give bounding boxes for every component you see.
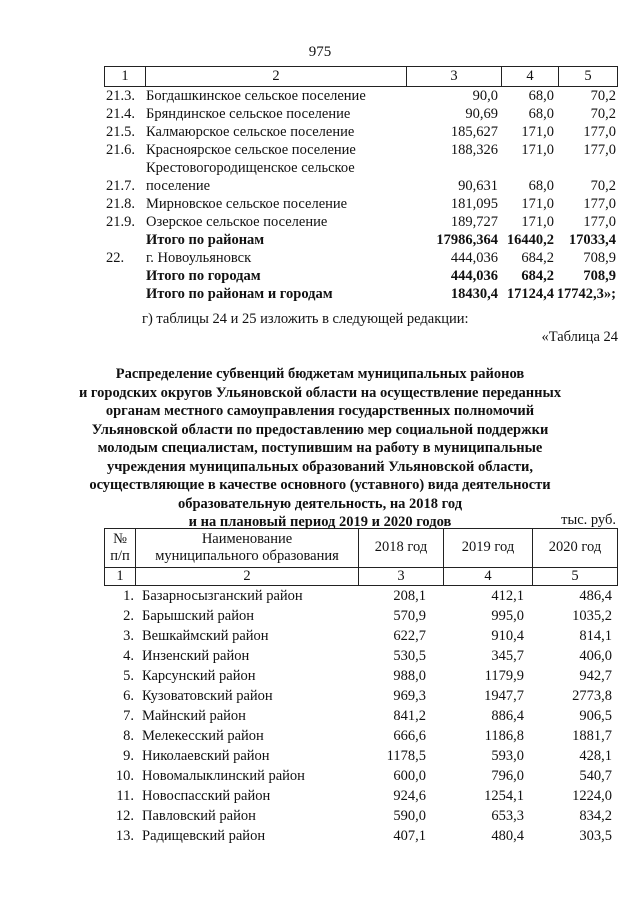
- row-value-2020: 708,9: [583, 268, 616, 284]
- title-line: органам местного самоуправления государственных полномочий: [105, 403, 535, 419]
- row-number: 3.: [123, 628, 134, 644]
- table-row: [104, 706, 618, 726]
- table1-body: [104, 87, 618, 303]
- row-value-2018: 590,0: [393, 808, 426, 824]
- title-line: и на плановый период 2019 и 2020 годов: [188, 514, 452, 530]
- table1-col-4: 4: [526, 68, 534, 84]
- row-value-2019: 1179,9: [484, 668, 524, 684]
- table2-col-5: 5: [571, 568, 579, 584]
- row-number: 1.: [123, 588, 134, 604]
- row-name: Итого по районам и городам: [146, 286, 333, 302]
- row-value-2019: 171,0: [521, 214, 554, 230]
- table-row: [104, 686, 618, 706]
- row-name: Мирновское сельское поселение: [146, 196, 348, 212]
- table-row: [104, 267, 618, 285]
- row-value-2018: 181,095: [450, 196, 498, 212]
- table-row: [104, 766, 618, 786]
- row-value-2018: 988,0: [393, 668, 426, 684]
- row-number: 21.7.: [106, 178, 135, 194]
- row-value-2020: 1035,2: [572, 608, 612, 624]
- row-value-2020: 177,0: [583, 142, 616, 158]
- table-row: [104, 826, 618, 846]
- row-name: Базарносызганский район: [142, 588, 303, 604]
- row-value-2019: 17124,4: [506, 286, 554, 302]
- row-value-2018: 444,036: [450, 250, 498, 266]
- row-value-2018: 90,69: [465, 106, 498, 122]
- row-value-2020: 942,7: [579, 668, 612, 684]
- table-row: [104, 141, 618, 159]
- title-line: Распределение субвенций бюджетам муниципальных районов: [115, 366, 525, 382]
- row-value-2018: 18430,4: [450, 286, 498, 302]
- row-value-2020: 70,2: [590, 106, 616, 122]
- row-value-2020: 70,2: [590, 178, 616, 194]
- header-name-line1: Наименование: [201, 531, 293, 547]
- table1-col-5: 5: [584, 68, 592, 84]
- row-value-2019: 1254,1: [484, 788, 524, 804]
- row-number: 8.: [123, 728, 134, 744]
- row-value-2019: 68,0: [528, 88, 554, 104]
- row-value-2018: 666,6: [393, 728, 426, 744]
- row-name: Калмаюрское сельское поселение: [146, 124, 355, 140]
- row-name: Радищевский район: [142, 828, 266, 844]
- row-value-2020: 70,2: [590, 88, 616, 104]
- row-number: 13.: [115, 828, 134, 844]
- row-name: Новомалыклинский район: [142, 768, 305, 784]
- row-name: Кузоватовский район: [142, 688, 273, 704]
- row-value-2020: 177,0: [583, 124, 616, 140]
- row-value-2018: 600,0: [393, 768, 426, 784]
- header-name-line2: муниципального образования: [155, 548, 339, 564]
- row-number: 22.: [106, 250, 125, 266]
- row-value-2018: 208,1: [393, 588, 426, 604]
- row-value-2019: 68,0: [528, 106, 554, 122]
- row-value-2019: 16440,2: [506, 232, 554, 248]
- row-value-2020: 1224,0: [572, 788, 612, 804]
- row-value-2019: 480,4: [491, 828, 524, 844]
- row-value-2019: 684,2: [521, 250, 554, 266]
- row-name: Карсунский район: [142, 668, 256, 684]
- row-value-2018: 90,0: [472, 88, 498, 104]
- header-number-line2: п/п: [110, 548, 130, 564]
- subvention-table: [104, 528, 618, 846]
- title-line: и городских округов Ульяновской области на осуществление переданных: [78, 384, 562, 401]
- row-number: 5.: [123, 668, 134, 684]
- table-row: [104, 159, 618, 195]
- row-value-2019: 684,2: [521, 268, 554, 284]
- row-value-2020: 303,5: [579, 828, 612, 844]
- row-value-2018: 90,631: [458, 178, 498, 194]
- row-value-2018: 185,627: [450, 124, 498, 140]
- table-row: [104, 806, 618, 826]
- row-name: Озерское сельское поселение: [146, 214, 328, 230]
- row-value-2020: 486,4: [579, 588, 612, 604]
- row-value-2020: 177,0: [583, 196, 616, 212]
- row-value-2019: 1947,7: [484, 688, 524, 704]
- allocation-table-continued: [104, 66, 618, 303]
- row-value-2018: 622,7: [393, 628, 426, 644]
- row-value-2019: 1186,8: [484, 728, 524, 744]
- row-value-2018: 189,727: [450, 214, 498, 230]
- row-number: 21.9.: [106, 214, 135, 230]
- title-line: молодым специалистам, поступившим на работу в муниципальные: [97, 440, 543, 456]
- amendment-instruction: г) таблицы 24 и 25 изложить в следующей редакции:: [142, 311, 469, 327]
- header-name: [136, 531, 358, 565]
- row-name: Красноярское сельское поселение: [146, 142, 356, 158]
- row-value-2018: 407,1: [393, 828, 426, 844]
- row-name: Павловский район: [142, 808, 256, 824]
- row-number: 21.3.: [106, 88, 135, 104]
- table-row: [104, 105, 618, 123]
- section-title: [60, 365, 580, 532]
- row-name: Инзенский район: [142, 648, 250, 664]
- table-row: [104, 231, 618, 249]
- table1-col-3: 3: [450, 68, 458, 84]
- table-row: [104, 646, 618, 666]
- row-name: Итого по районам: [146, 232, 265, 248]
- table-row: [104, 249, 618, 267]
- row-name: Богдашкинское сельское поселение: [146, 88, 366, 104]
- title-line: учреждения муниципальных образований Ульяновской области,: [106, 458, 534, 475]
- header-2020: 2020 год: [548, 539, 602, 555]
- header-number-line1: №: [113, 531, 127, 547]
- table-row: [104, 195, 618, 213]
- row-value-2018: 1178,5: [386, 748, 426, 764]
- row-number: 21.5.: [106, 124, 135, 140]
- page-number: 975: [308, 44, 332, 60]
- row-value-2018: 17986,364: [436, 232, 498, 248]
- row-name: Мелекесский район: [142, 728, 264, 744]
- row-number: 21.8.: [106, 196, 135, 212]
- table2-col-2: 2: [243, 568, 251, 584]
- row-value-2020: 906,5: [579, 708, 612, 724]
- table-row: [104, 726, 618, 746]
- row-number: 2.: [123, 608, 134, 624]
- row-value-2020: 1881,7: [572, 728, 612, 744]
- table2-col-3: 3: [397, 568, 405, 584]
- table2-header: [104, 528, 618, 567]
- row-value-2020: 428,1: [579, 748, 612, 764]
- row-name: г. Новоульяновск: [146, 250, 252, 266]
- table2-body: [104, 586, 618, 846]
- row-value-2019: 886,4: [491, 708, 524, 724]
- table-row: [104, 626, 618, 646]
- row-number: 9.: [123, 748, 134, 764]
- row-name: Новоспасский район: [142, 788, 271, 804]
- row-value-2020: 834,2: [579, 808, 612, 824]
- row-value-2018: 841,2: [393, 708, 426, 724]
- table2-col-4: 4: [484, 568, 492, 584]
- row-value-2018: 444,036: [450, 268, 498, 284]
- row-name: Барышский район: [142, 608, 254, 624]
- table2-col-1: 1: [116, 568, 124, 584]
- row-value-2018: 530,5: [393, 648, 426, 664]
- row-number: 10.: [115, 768, 134, 784]
- table-row: [104, 786, 618, 806]
- row-value-2019: 910,4: [491, 628, 524, 644]
- table-row: [104, 213, 618, 231]
- row-value-2020: 2773,8: [572, 688, 612, 704]
- header-2018: 2018 год: [374, 539, 428, 555]
- title-line: образовательную деятельность, на 2018 год: [177, 495, 463, 512]
- row-value-2019: 995,0: [491, 608, 524, 624]
- header-2019: 2019 год: [461, 539, 515, 555]
- row-value-2020: 17742,3»;: [556, 286, 616, 302]
- row-value-2020: 406,0: [579, 648, 612, 664]
- row-value-2018: 188,326: [450, 142, 498, 158]
- row-number: 6.: [123, 688, 134, 704]
- row-value-2019: 68,0: [528, 178, 554, 194]
- row-value-2020: 540,7: [579, 768, 612, 784]
- row-value-2020: 708,9: [583, 250, 616, 266]
- row-name: Бряндинское сельское поселение: [146, 106, 351, 122]
- title-line: осуществляющие в качестве основного (уставного) вида деятельности: [89, 477, 551, 493]
- row-value-2020: 814,1: [579, 628, 612, 644]
- table2-column-numbers: [104, 567, 618, 586]
- table-label: «Таблица 24: [541, 329, 618, 345]
- row-name: Николаевский район: [142, 748, 270, 764]
- row-value-2019: 171,0: [521, 196, 554, 212]
- row-value-2019: 412,1: [491, 588, 524, 604]
- row-name: Вешкаймский район: [142, 628, 269, 644]
- row-value-2019: 171,0: [521, 124, 554, 140]
- row-value-2018: 570,9: [393, 608, 426, 624]
- row-name: Майнский район: [142, 708, 246, 724]
- row-number: 12.: [115, 808, 134, 824]
- row-number: 11.: [116, 788, 134, 804]
- table1-col-1: 1: [121, 68, 129, 84]
- table-row: [104, 606, 618, 626]
- units-label: тыс. руб.: [561, 512, 616, 528]
- row-value-2018: 924,6: [393, 788, 426, 804]
- row-value-2019: 171,0: [521, 142, 554, 158]
- row-value-2019: 593,0: [491, 748, 524, 764]
- row-value-2018: 969,3: [393, 688, 426, 704]
- row-value-2020: 17033,4: [568, 232, 616, 248]
- table-row: [104, 285, 618, 303]
- row-name: Крестовогородищенское сельское поселение: [146, 160, 355, 194]
- row-number: 21.4.: [106, 106, 135, 122]
- table-row: [104, 586, 618, 606]
- table-row: [104, 746, 618, 766]
- row-value-2019: 345,7: [491, 648, 524, 664]
- table-row: [104, 123, 618, 141]
- table1-column-numbers: [104, 66, 618, 87]
- row-value-2019: 653,3: [491, 808, 524, 824]
- row-name: Итого по городам: [146, 268, 261, 284]
- row-number: 4.: [123, 648, 134, 664]
- table-row: [104, 666, 618, 686]
- title-line: Ульяновской области по предоставлению мер социальной поддержки: [91, 421, 549, 438]
- row-number: 7.: [123, 708, 134, 724]
- table1-col-2: 2: [272, 68, 280, 84]
- row-value-2019: 796,0: [491, 768, 524, 784]
- table-row: [104, 87, 618, 105]
- row-value-2020: 177,0: [583, 214, 616, 230]
- header-number: [105, 531, 135, 565]
- row-number: 21.6.: [106, 142, 135, 158]
